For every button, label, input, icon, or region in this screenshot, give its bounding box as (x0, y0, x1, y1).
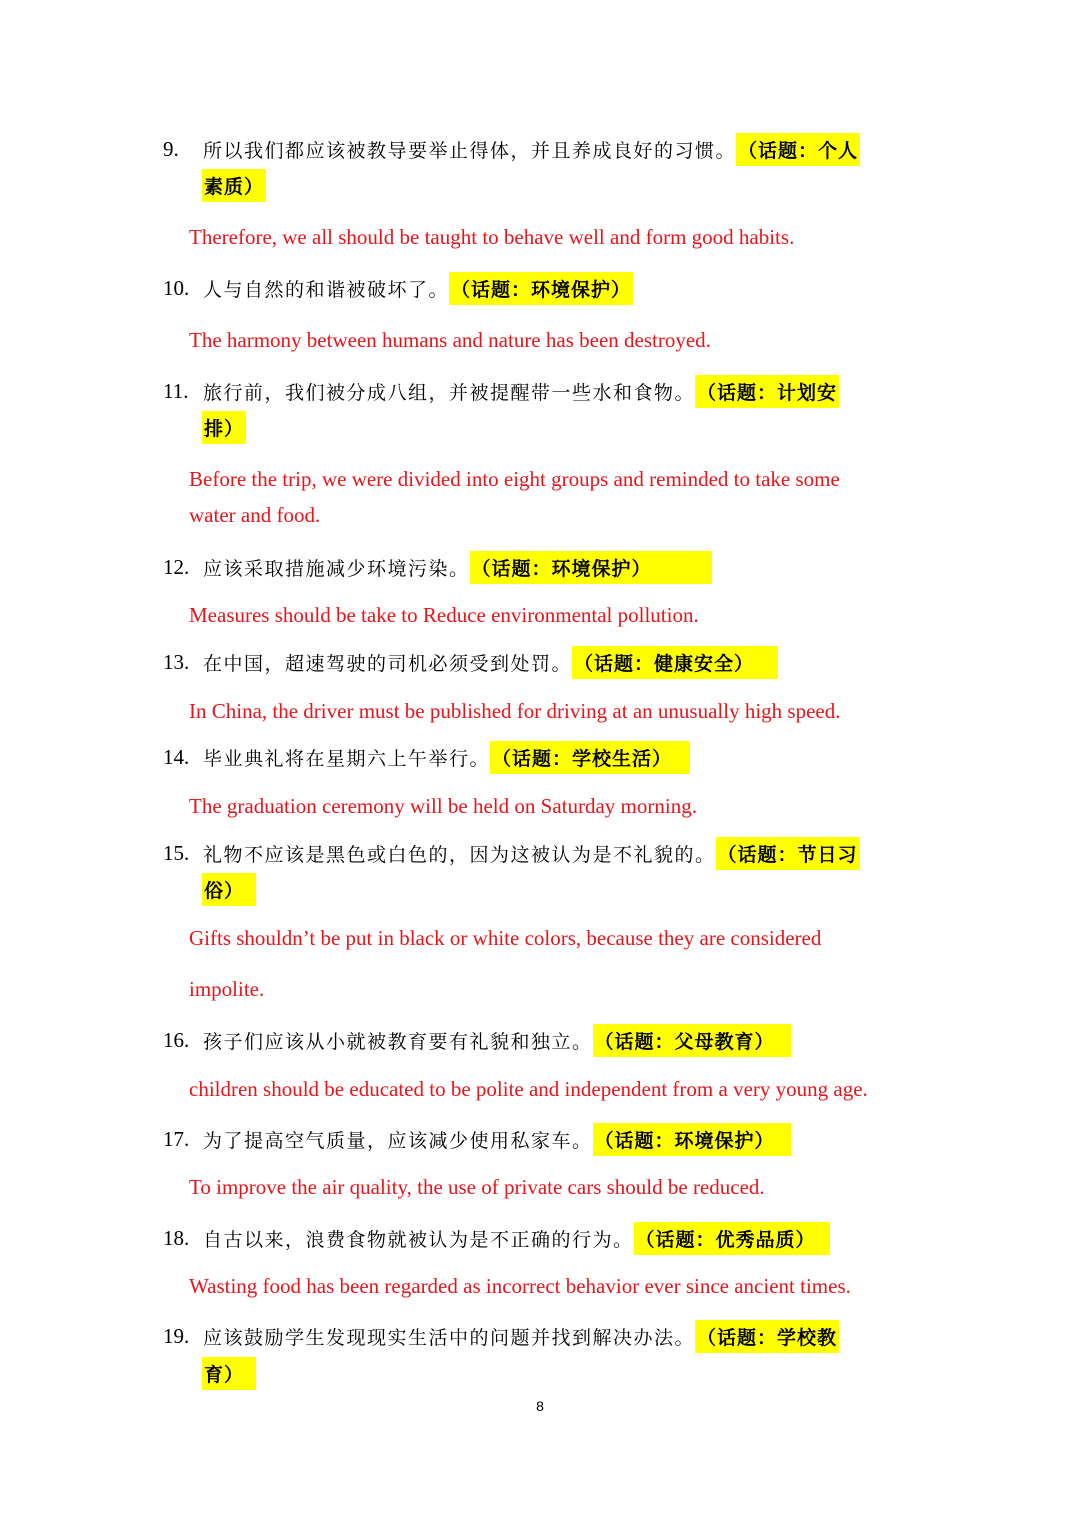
chinese-sentence: 为了提高空气质量，应该减少使用私家车。 (203, 1129, 593, 1152)
item-number: 17. (163, 1126, 190, 1151)
sentence-11-chinese (163, 373, 839, 409)
sentence-19-chinese (163, 1318, 839, 1354)
item-number: 14. (163, 744, 190, 769)
item-number: 16. (163, 1027, 190, 1052)
sentence-16-english: children should be educated to be polite and independent from a very young age. (189, 1077, 868, 1101)
sentence-10-chinese (163, 270, 633, 306)
item-number: 10. (163, 275, 190, 300)
topic-highlight: 素质） (202, 169, 266, 202)
sentence-9-chinese (163, 131, 860, 167)
topic-highlight: 俗） (202, 873, 256, 906)
topic-highlight: （话题：学校教 (695, 1320, 839, 1353)
chinese-sentence: 礼物不应该是黑色或白色的，因为这被认为是不礼貌的。 (203, 843, 716, 866)
sentence-17-chinese (163, 1121, 791, 1157)
sentence-11-english: Before the trip, we were divided into eight groups and reminded to take some (189, 467, 840, 491)
sentence-15-chinese-wrap (202, 871, 256, 907)
sentence-18-chinese (163, 1220, 830, 1256)
sentence-15-english: Gifts shouldn’t be put in black or white colors, because they are considered (189, 926, 822, 950)
topic-highlight: （话题：健康安全） (572, 646, 778, 679)
topic-highlight: 育） (202, 1357, 256, 1390)
item-number: 11. (163, 378, 189, 403)
sentence-11-chinese-wrap (202, 409, 246, 445)
chinese-sentence: 应该鼓励学生发现现实生活中的问题并找到解决办法。 (203, 1326, 696, 1349)
item-number: 15. (163, 840, 190, 865)
sentence-14-chinese (163, 739, 690, 775)
sentence-14-english: The graduation ceremony will be held on Saturday morning. (189, 794, 697, 818)
topic-highlight: （话题：学校生活） (490, 741, 690, 774)
sentence-16-chinese (163, 1022, 791, 1058)
topic-highlight: （话题：个人 (736, 133, 860, 166)
chinese-sentence: 所以我们都应该被教导要举止得体，并且养成良好的习惯。 (203, 139, 737, 162)
chinese-sentence: 应该采取措施减少环境污染。 (203, 557, 470, 580)
item-number: 19. (163, 1323, 190, 1348)
chinese-sentence: 毕业典礼将在星期六上午举行。 (203, 747, 491, 770)
sentence-12-english: Measures should be take to Reduce environmental pollution. (189, 603, 699, 627)
chinese-sentence: 人与自然的和谐被破坏了。 (203, 278, 450, 301)
page-number: 8 (536, 1398, 544, 1414)
sentence-11-english-wrap: water and food. (189, 503, 321, 527)
sentence-19-chinese-wrap (202, 1355, 256, 1391)
chinese-sentence: 孩子们应该从小就被教育要有礼貌和独立。 (203, 1030, 593, 1053)
sentence-15-english-wrap: impolite. (189, 977, 265, 1001)
topic-highlight: （话题：父母教育） (593, 1024, 791, 1057)
sentence-17-english: To improve the air quality, the use of private cars should be reduced. (189, 1175, 765, 1199)
sentence-13-english: In China, the driver must be published for driving at an unusually high speed. (189, 699, 841, 723)
sentence-15-chinese (163, 835, 860, 871)
sentence-12-chinese (163, 549, 712, 585)
topic-highlight: （话题：计划安 (695, 375, 839, 408)
topic-highlight: （话题：节日习 (716, 837, 860, 870)
topic-highlight: （话题：优秀品质） (634, 1222, 830, 1255)
sentence-9-chinese-wrap (202, 167, 266, 203)
chinese-sentence: 自古以来，浪费食物就被认为是不正确的行为。 (203, 1228, 634, 1251)
chinese-sentence: 在中国，超速驾驶的司机必须受到处罚。 (203, 652, 573, 675)
sentence-18-english: Wasting food has been regarded as incorrect behavior ever since ancient times. (189, 1274, 851, 1298)
item-number: 13. (163, 649, 190, 674)
item-number: 9. (163, 136, 179, 161)
item-number: 12. (163, 554, 190, 579)
topic-highlight: （话题：环境保护） (470, 551, 712, 584)
sentence-10-english: The harmony between humans and nature has been destroyed. (189, 328, 711, 352)
topic-highlight: 排） (202, 411, 246, 444)
topic-highlight: （话题：环境保护） (449, 272, 633, 305)
chinese-sentence: 旅行前，我们被分成八组，并被提醒带一些水和食物。 (203, 381, 696, 404)
sentence-13-chinese (163, 644, 778, 680)
item-number: 18. (163, 1225, 190, 1250)
topic-highlight: （话题：环境保护） (593, 1123, 791, 1156)
sentence-9-english: Therefore, we all should be taught to behave well and form good habits. (189, 225, 795, 249)
